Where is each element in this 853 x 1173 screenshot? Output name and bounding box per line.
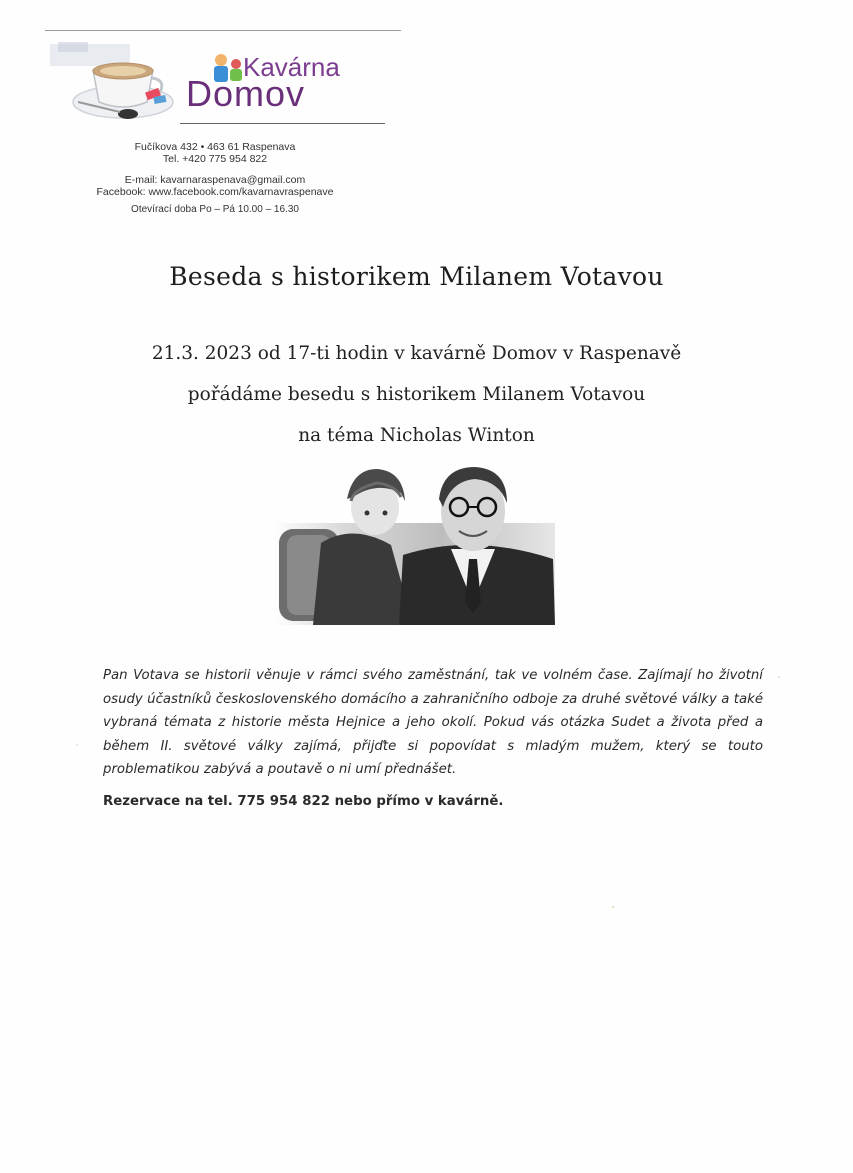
event-title: Beseda s historikem Milanem Votavou — [169, 262, 664, 291]
event-topic-line: na téma Nicholas Winton — [298, 425, 535, 446]
cafe-logo — [48, 40, 388, 130]
facebook: Facebook: www.facebook.com/kavarnavraspenave — [96, 186, 334, 198]
logo-underline — [180, 123, 385, 124]
coffee-cup-icon — [48, 40, 388, 130]
brand-bottom: Domov — [186, 73, 306, 114]
top-divider — [45, 30, 401, 31]
brand-top: Kavárna — [243, 52, 340, 82]
email: E-mail: kavarnaraspenava@gmail.com — [124, 174, 306, 186]
event-details — [0, 340, 833, 463]
address: Fučíkova 432 • 463 61 Raspenava — [134, 141, 296, 153]
reservation-note: Rezervace na tel. 775 954 822 nebo přímo v kavárně. — [103, 794, 504, 809]
black-and-white-photo — [273, 463, 555, 625]
scan-speck — [612, 906, 614, 908]
event-date-line: 21.3. 2023 od 17-ti hodin v kavárně Domov v Raspenavě — [151, 343, 682, 364]
opening-hours: Otevírací doba Po – Pá 10.00 – 16.30 — [131, 204, 299, 215]
historical-photo — [273, 463, 555, 625]
scan-speck — [76, 744, 78, 746]
scan-speck — [778, 676, 780, 678]
contact-block — [70, 141, 360, 216]
phone: Tel. +420 775 954 822 — [162, 153, 268, 165]
description-paragraph: Pan Votava se historii věnuje v rámci svého zaměstnání, tak ve volném čase. Zajímají ho životní osudy účastníků československého domácího a zahraničního odboje za druhé světové války a také vybraná témata z historie města Hejnice a jeho okolí. Pokud vás otázka Sudet a života před a během II. světové války zajímá, přijďte si popovídat s mladým mužem, který se touto problematikou zabývá a poutavě o ni umí přednášet. — [103, 668, 763, 777]
event-organizer-line: pořádáme besedu s historikem Milanem Votavou — [187, 384, 646, 405]
